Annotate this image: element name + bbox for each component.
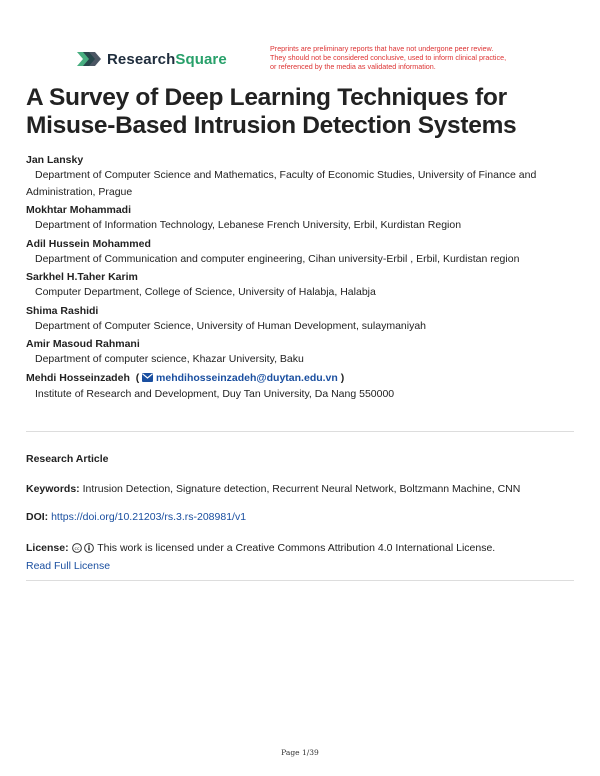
author-name: Jan Lansky [26, 154, 84, 166]
read-full-license-link[interactable]: Read Full License [26, 560, 111, 572]
author-name: Mokhtar Mohammadi [26, 204, 132, 216]
author-name: Adil Hussein Mohammed [26, 237, 151, 250]
author-email-link[interactable]: mehdihosseinzadeh@duytan.edu.vn [156, 371, 338, 384]
preprint-notice-line: or referenced by the media as validated information. [270, 62, 436, 71]
author-name: Shima Rashidi [26, 304, 99, 317]
author-name: Sarkhel H.Taher Karim [26, 271, 138, 283]
preprint-notice-line: Preprints are preliminary reports that have not undergone peer review. [270, 44, 494, 53]
author-affiliation: Institute of Research and Development, Duy Tan University, Da Nang 550000 [35, 387, 395, 400]
research-square-logo[interactable] [75, 48, 227, 70]
creative-commons-icon [72, 542, 82, 558]
preprint-notice [270, 44, 570, 71]
research-square-logo-icon [75, 48, 101, 70]
author-name: Amir Masoud Rahmani [26, 338, 140, 350]
preprint-notice-line: They should not be considered conclusive, used to inform clinical practice, [270, 53, 507, 62]
doi-row [26, 509, 581, 525]
keywords-value: Intrusion Detection, Signature detection, Recurrent Neural Network, Boltzmann Machine, CNN [82, 483, 521, 495]
svg-text:cc: cc [74, 547, 80, 552]
author-affiliation: Department of computer science, Khazar University, Baku [35, 353, 304, 365]
license-label: License: [26, 542, 69, 554]
doi-label: DOI: [26, 511, 49, 523]
logo-wordmark: ResearchSquare [107, 50, 227, 68]
author-affiliation: Computer Department, College of Science, University of Halabja, Halabja [35, 286, 376, 298]
article-type: Research Article [26, 453, 109, 465]
paper-title: A Survey of Deep Learning Techniques for Misuse-Based Intrusion Detection Systems [26, 84, 517, 139]
corresponding-author [26, 371, 581, 386]
envelope-icon [142, 372, 153, 386]
author-affiliation: Department of Communication and computer engineering, Cihan university-Erbil , Erbil, Kurdistan region [35, 252, 520, 265]
keywords-label: Keywords: [26, 483, 80, 495]
keywords-row [26, 481, 581, 497]
author-affiliation: Department of Computer Science, University of Human Development, sulaymaniyah [35, 319, 427, 332]
section-divider [26, 431, 574, 432]
author-list [26, 153, 581, 402]
doi-link[interactable]: https://doi.org/10.21203/rs.3.rs-208981/v1 [51, 511, 247, 523]
section-divider [26, 580, 574, 581]
license-row [26, 540, 581, 574]
author-name: Mehdi Hosseinzadeh [26, 371, 130, 384]
open-paren: ( [132, 371, 140, 384]
page-number: Page 1/39 [281, 748, 319, 757]
attribution-icon [84, 542, 94, 558]
author-affiliation: Department of Information Technology, Lebanese French University, Erbil, Kurdistan Region [35, 219, 462, 231]
close-paren: ) [340, 371, 345, 384]
license-text: This work is licensed under a Creative Commons Attribution 4.0 International License. [97, 542, 496, 554]
author-affiliation: Department of Computer Science and Mathematics, Faculty of Economic Studies, University of Finance and Administration, Prague [26, 169, 537, 198]
